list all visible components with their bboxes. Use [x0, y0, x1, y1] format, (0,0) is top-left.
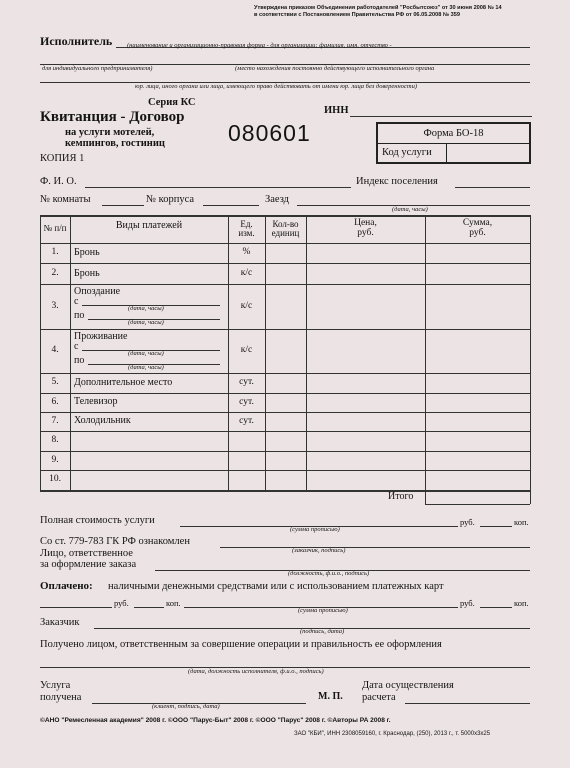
- receipt-subtitle-2: кемпингов, гостиниц: [65, 138, 165, 149]
- paid-kop-left: коп.: [166, 598, 181, 608]
- row-4-from-caption: (дата, часы): [128, 350, 164, 357]
- row-8-num: 8.: [51, 435, 59, 446]
- row-7-num: 7.: [51, 415, 59, 426]
- index-label: Индекс поселения: [356, 176, 438, 187]
- row-5-unit: сут.: [239, 377, 254, 388]
- row-1-unit: %: [242, 247, 251, 258]
- calc-date-label-2: расчета: [362, 692, 396, 703]
- row-2-num: 2.: [51, 267, 59, 278]
- acquainted-caption: (заказчик, подпись): [292, 547, 346, 554]
- printer-line: ЗАО "КБИ", ИНН 2308059160, г. Краснодар, (250), 2013 г., т. 5000х3х25: [294, 731, 491, 737]
- full-cost-rub: руб.: [460, 517, 475, 527]
- header-num: № п/п: [43, 223, 67, 234]
- room-label: № комнаты: [40, 194, 91, 205]
- full-cost-kop-line[interactable]: [480, 526, 512, 527]
- row-3-to-caption: (дата, часы): [128, 319, 164, 326]
- executor-caption-1: (наименование и организационно-правовая форма - для организации; фамилия, имя, отчество -: [127, 42, 392, 49]
- row-4-name: Проживание: [74, 331, 128, 342]
- service-received-label-1: Услуга: [40, 680, 71, 691]
- row-3-name: Опоздание: [74, 286, 121, 297]
- approval-line-2: в соответствии с Постановлением Правительства РФ от 06.05.2008 № 359: [254, 12, 460, 18]
- paid-text: наличными денежными средствами или с использованием платежных карт: [108, 581, 444, 592]
- inn-line[interactable]: [350, 116, 532, 117]
- index-line[interactable]: [455, 187, 530, 188]
- form-code-box: [376, 122, 531, 164]
- responsible-label-1: Лицо, ответственное: [40, 548, 133, 559]
- header-unit: Ед. изм.: [238, 218, 255, 238]
- fio-line[interactable]: [85, 187, 351, 188]
- acquainted-line[interactable]: [220, 547, 530, 548]
- full-cost-kop: коп.: [514, 517, 529, 527]
- header-sum: Сумма, руб.: [462, 218, 493, 238]
- row-4-unit: к/с: [240, 345, 253, 356]
- form-label: Форма БО-18: [423, 128, 484, 139]
- building-line[interactable]: [203, 205, 259, 206]
- approval-line-1: Утверждена приказом Объединения работодателей "Росбытсоюз" от 30 июня 2008 № 14: [254, 5, 502, 11]
- customer-caption: (подпись, дата): [300, 628, 345, 635]
- row-4-from: с: [74, 341, 79, 352]
- customer-label: Заказчик: [40, 617, 80, 628]
- row-4-to: по: [74, 355, 85, 366]
- row-3-num: 3.: [51, 300, 59, 311]
- paid-kop-line-left[interactable]: [134, 607, 164, 608]
- header-kind: Виды платежей: [115, 219, 183, 231]
- executor-caption-2a: для индивидуального предпринимателя): [42, 65, 153, 72]
- row-6-num: 6.: [51, 396, 59, 407]
- fio-label: Ф. И. О.: [40, 176, 77, 187]
- full-cost-caption: (сумма прописью): [290, 526, 340, 533]
- received-caption: (дата, должность исполнителя, ф.и.о., подпись): [188, 668, 324, 675]
- row-4-to-caption: (дата, часы): [128, 364, 164, 371]
- executor-caption-2b: (место нахождения постоянно действующего исполнительного органа: [235, 65, 435, 72]
- receipt-subtitle-1: на услуги мотелей,: [65, 127, 155, 138]
- row-1-num: 1.: [51, 247, 59, 258]
- arrival-caption: (дата, часы): [392, 206, 428, 213]
- row-1-name: Бронь: [74, 247, 100, 258]
- service-received-label-2: получена: [40, 692, 82, 703]
- row-3-from: с: [74, 296, 79, 307]
- row-6-name: Телевизор: [74, 396, 118, 407]
- executor-label: Исполнитель: [40, 34, 113, 48]
- arrival-label: Заезд: [265, 194, 290, 205]
- row-7-name: Холодильник: [74, 415, 131, 426]
- row-3-to: по: [74, 310, 85, 321]
- row-5-num: 5.: [51, 377, 59, 388]
- copyright-line: ©АНО "Ремесленная академия" 2008 г. ©ООО "Парус-Быт" 2008 г. ©ООО "Парус" 2008 г. ©Авторы РА 2008 г.: [40, 717, 391, 724]
- stamp-label: М. П.: [318, 691, 343, 702]
- received-label: Получено лицом, ответственным за совершение операции и правильность ее оформления: [40, 639, 442, 650]
- calc-date-line[interactable]: [405, 703, 530, 704]
- receipt-title: Квитанция - Договор: [40, 109, 185, 125]
- receipt-number: 080601: [228, 120, 311, 146]
- service-received-caption: (клиент, подпись, дата): [152, 703, 220, 710]
- total-label: Итого: [388, 491, 414, 502]
- paid-rub-left: руб.: [114, 598, 129, 608]
- header-qty: Кол-во единиц: [271, 218, 300, 238]
- responsible-caption: (должность, ф.и.о., подпись): [288, 570, 370, 577]
- copy-label: КОПИЯ 1: [40, 153, 85, 164]
- row-6-unit: сут.: [239, 396, 254, 407]
- calc-date-label-1: Дата осуществления: [362, 680, 454, 691]
- row-9-num: 9.: [51, 454, 59, 465]
- executor-caption-3: юр. лица, иного органа или лица, имеющего право действовать от имени юр. лица без доверенности): [135, 83, 417, 90]
- inn-label: ИНН: [324, 105, 349, 116]
- row-2-name: Бронь: [74, 268, 100, 279]
- row-7-unit: сут.: [239, 415, 254, 426]
- service-code-label: Код услуги: [382, 147, 432, 158]
- row-10-num: 10.: [49, 474, 61, 485]
- row-3-from-caption: (дата, часы): [128, 305, 164, 312]
- row-3-unit: к/с: [240, 300, 253, 311]
- row-4-num: 4.: [51, 345, 59, 356]
- full-cost-label: Полная стоимость услуги: [40, 515, 155, 526]
- acquainted-label: Со ст. 779-783 ГК РФ ознакомлен: [40, 536, 190, 547]
- paid-sum-caption: (сумма прописью): [298, 607, 348, 614]
- paid-label: Оплачено:: [40, 580, 93, 592]
- paid-rub-line-left[interactable]: [40, 607, 112, 608]
- paid-kop-line-right[interactable]: [480, 607, 512, 608]
- paid-kop-right: коп.: [514, 598, 529, 608]
- series-label: Серия КС: [148, 97, 196, 108]
- row-2-unit: к/с: [240, 267, 253, 278]
- responsible-label-2: за оформление заказа: [40, 559, 137, 570]
- paid-rub-right: руб.: [460, 598, 475, 608]
- header-price: Цена, руб.: [354, 218, 377, 238]
- building-label: № корпуса: [146, 194, 195, 205]
- room-line[interactable]: [102, 205, 144, 206]
- row-5-name: Дополнительное место: [74, 377, 173, 388]
